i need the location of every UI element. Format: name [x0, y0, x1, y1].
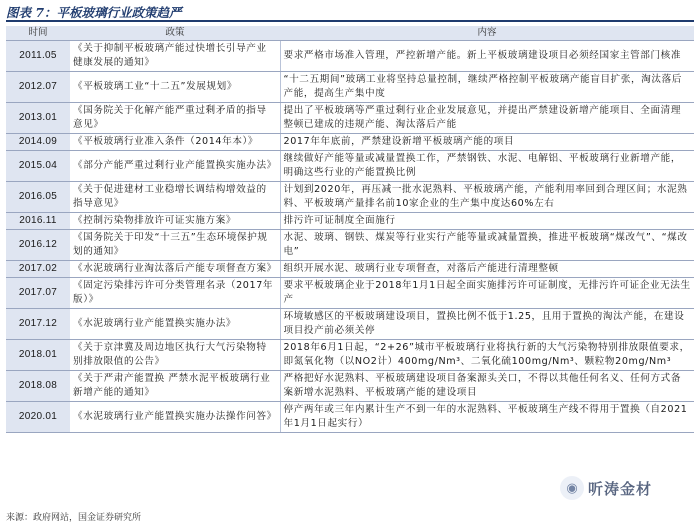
table-row	[6, 134, 694, 151]
policy-cell: 《关于京津冀及周边地区执行大气污染物特别排放限值的公告》	[70, 340, 280, 371]
time-cell: 2016.12	[6, 230, 70, 261]
time-cell: 2018.08	[6, 371, 70, 402]
policy-cell: 《国务院关于印发“十三五”生态环境保护规划的通知》	[70, 230, 280, 261]
content-cell: 排污许可证制度全面施行	[280, 213, 694, 230]
policy-cell: 《固定污染排污许可分类管理名录（2017年版）》	[70, 278, 280, 309]
source-note: 来源：政府网站，国金证券研究所	[6, 513, 142, 523]
time-cell: 2020.01	[6, 402, 70, 433]
table-row	[6, 182, 694, 213]
content-cell: 要求严格市场准入管理，严控新增产能。新上平板玻璃建设项目必须经国家主管部门核准	[280, 41, 694, 72]
policy-cell: 《国务院关于化解产能严重过剩矛盾的指导意见》	[70, 103, 280, 134]
content-cell: 水泥、玻璃、钢铁、煤炭等行业实行产能等量或减量置换，推进平板玻璃“煤改气”、“煤改电”	[280, 230, 694, 261]
policy-cell: 《水泥玻璃行业产能置换实施办法操作问答》	[70, 402, 280, 433]
header-time: 时间	[6, 26, 70, 41]
content-cell: 2018年6月1日起，“2+26”城市平板玻璃行业将执行新的大气污染物特别排放限值要求，即氮氧化物（以NO2计）400mg/Nm³、二氧化硫100mg/Nm³、颗粒物20mg/Nm³	[280, 340, 694, 371]
time-cell: 2015.04	[6, 151, 70, 182]
policy-cell: 《控制污染物排放许可证实施方案》	[70, 213, 280, 230]
content-cell: 严格把好水泥熟料、平板玻璃建设项目备案源头关口，不得以其他任何名义、任何方式备案新增水泥熟料、平板玻璃产能的建设项目	[280, 371, 694, 402]
policy-cell: 《水泥玻璃行业产能置换实施办法》	[70, 309, 280, 340]
policy-cell: 《关于促进建材工业稳增长调结构增效益的指导意见》	[70, 182, 280, 213]
header-policy: 政策	[70, 26, 280, 41]
policy-table	[6, 26, 694, 433]
time-cell: 2011.05	[6, 41, 70, 72]
content-cell: 环境敏感区的平板玻璃建设项目，置换比例不低于1.25，且用于置换的淘汰产能，在建设项目投产前必须关停	[280, 309, 694, 340]
table-row	[6, 103, 694, 134]
content-cell: 要求平板玻璃企业于2018年1月1日起全面实施排污许可证制度，无排污许可证企业无法生产	[280, 278, 694, 309]
policy-cell: 《平板玻璃工业“十二五”发展规划》	[70, 72, 280, 103]
table-row	[6, 402, 694, 433]
header-content: 内容	[280, 26, 694, 41]
table-row	[6, 278, 694, 309]
table-row	[6, 371, 694, 402]
time-cell: 2016.11	[6, 213, 70, 230]
time-cell: 2017.02	[6, 261, 70, 278]
table-header-row	[6, 26, 694, 41]
table-row	[6, 41, 694, 72]
logo-icon: ◉	[560, 476, 584, 500]
watermark-text: 听涛金材	[588, 479, 653, 498]
policy-cell: 《部分产能严重过剩行业产能置换实施办法》	[70, 151, 280, 182]
table-row	[6, 72, 694, 103]
content-cell: 停产两年或三年内累计生产不到一年的水泥熟料、平板玻璃生产线不得用于置换（自2021年1月1日起实行）	[280, 402, 694, 433]
content-cell: “十二五期间”玻璃工业将坚持总量控制，继续严格控制平板玻璃产能盲目扩张，淘汰落后产能，提高生产集中度	[280, 72, 694, 103]
time-cell: 2017.12	[6, 309, 70, 340]
figure-title: 图表 7：平板玻璃行业政策趋严	[6, 4, 694, 22]
content-cell: 组织开展水泥、玻璃行业专项督查，对落后产能进行清理整顿	[280, 261, 694, 278]
table-row	[6, 261, 694, 278]
table-row	[6, 230, 694, 261]
time-cell: 2018.01	[6, 340, 70, 371]
watermark-logo	[560, 470, 690, 506]
table-row	[6, 151, 694, 182]
content-cell: 提出了平板玻璃等严重过剩行业企业发展意见，并提出严禁建设新增产能项目、全面清理整顿已建成的违规产能、淘汰落后产能	[280, 103, 694, 134]
table-row	[6, 309, 694, 340]
policy-cell: 《关于抑制平板玻璃产能过快增长引导产业健康发展的通知》	[70, 41, 280, 72]
content-cell: 继续做好产能等量或减量置换工作，严禁钢铁、水泥、电解铝、平板玻璃行业新增产能，明确这些行业的产能置换比例	[280, 151, 694, 182]
time-cell: 2016.05	[6, 182, 70, 213]
time-cell: 2017.07	[6, 278, 70, 309]
table-row	[6, 213, 694, 230]
policy-cell: 《平板玻璃行业准入条件（2014年本）》	[70, 134, 280, 151]
table-row	[6, 340, 694, 371]
time-cell: 2012.07	[6, 72, 70, 103]
content-cell: 计划到2020年，再压减一批水泥熟料、平板玻璃产能，产能利用率回到合理区间；水泥熟料、平板玻璃产量排名前10家企业的生产集中度达60%左右	[280, 182, 694, 213]
content-cell: 2017年年底前，严禁建设新增平板玻璃产能的项目	[280, 134, 694, 151]
time-cell: 2013.01	[6, 103, 70, 134]
table-body	[6, 41, 694, 433]
time-cell: 2014.09	[6, 134, 70, 151]
policy-cell: 《关于严肃产能置换 严禁水泥平板玻璃行业新增产能的通知》	[70, 371, 280, 402]
policy-cell: 《水泥玻璃行业淘汰落后产能专项督查方案》	[70, 261, 280, 278]
